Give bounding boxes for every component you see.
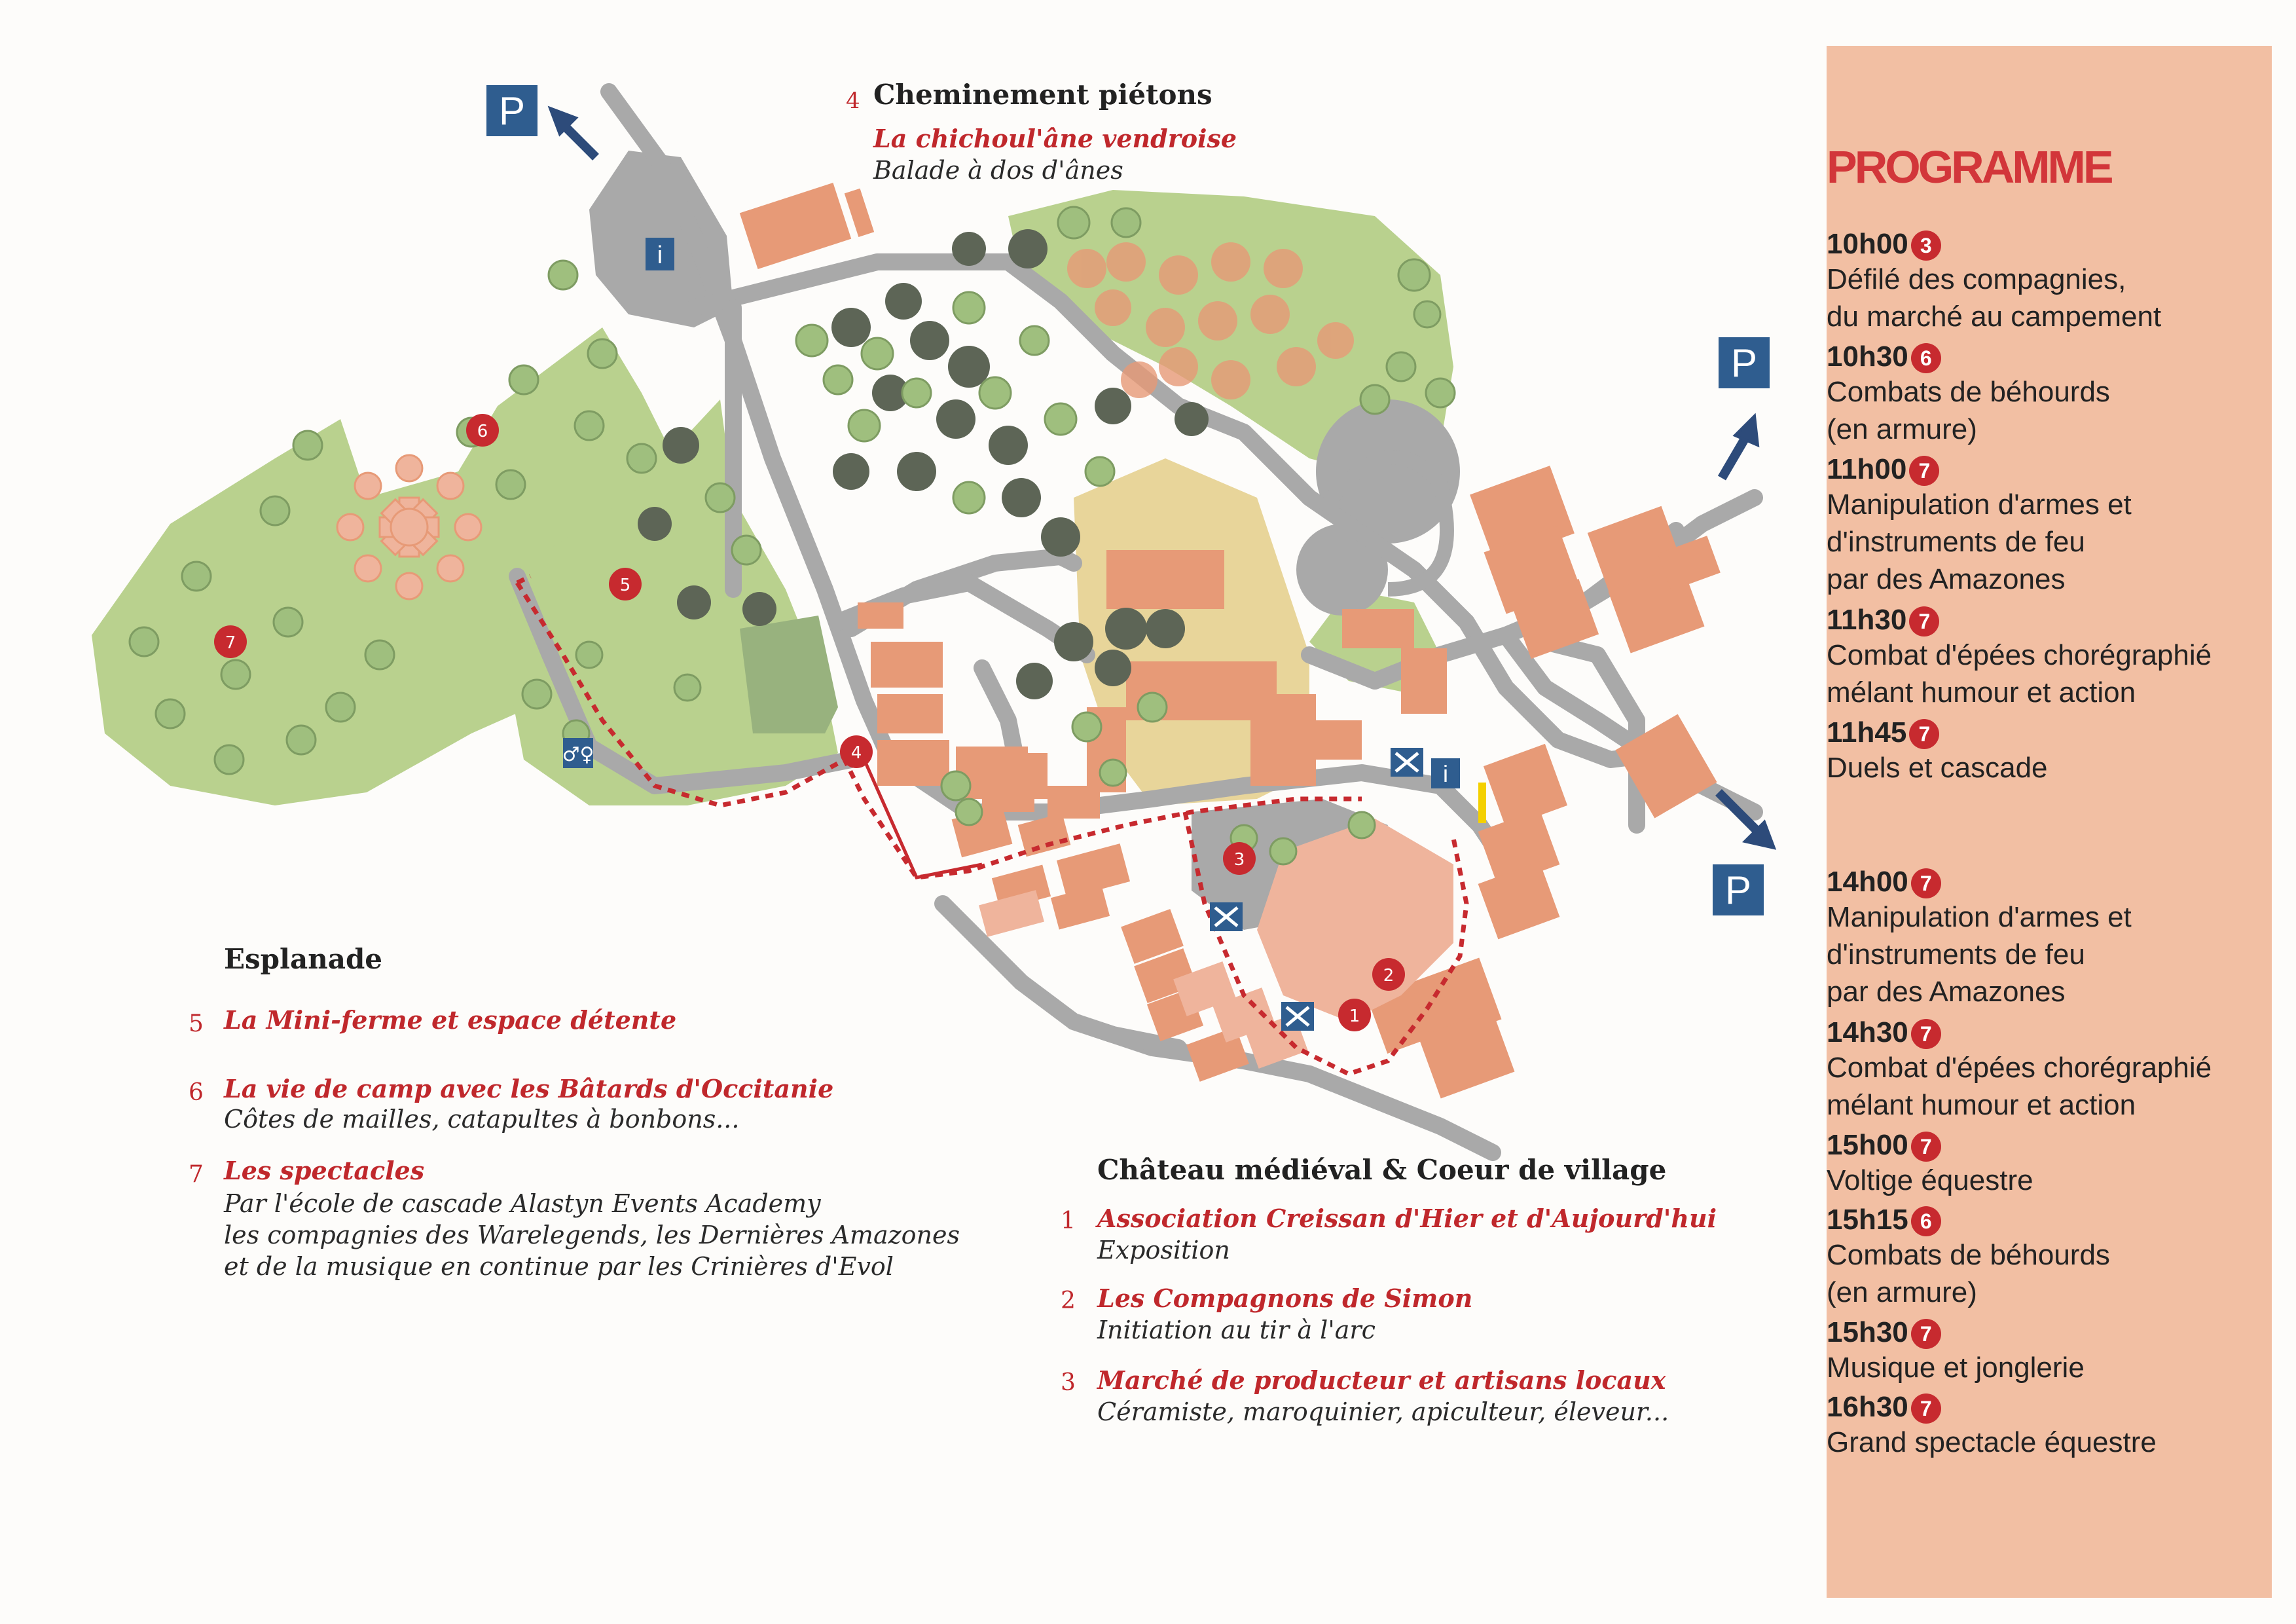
programme-marker: 7 (1909, 719, 1939, 749)
chateau-number: 2 (1061, 1287, 1076, 1314)
chateau-item-description: Céramiste, maroquinier, apiculteur, éleveur... (1097, 1397, 1669, 1426)
marker-5 (609, 568, 642, 600)
barrier-marker (1478, 783, 1486, 823)
svg-text:3: 3 (1233, 850, 1245, 870)
esplanade-item-line: les compagnies des Warelegends, les Dernières Amazones (224, 1221, 960, 1249)
svg-text:P: P (1724, 868, 1752, 912)
programme-line: (en armure) (1827, 413, 1977, 445)
programme-time: 11h30 (1827, 604, 1907, 636)
crossed-swords-icon (1281, 1002, 1314, 1031)
marker-7 (214, 625, 247, 658)
programme-entry (1827, 1129, 2033, 1199)
chateau-number: 1 (1061, 1208, 1076, 1234)
programme-line: par des Amazones (1827, 563, 2066, 595)
crossed-swords-icon (1391, 748, 1423, 777)
programme-line: mélant humour et action (1827, 1089, 2136, 1121)
esplanade-item-7 (189, 1156, 960, 1281)
parking-icon[interactable] (1713, 864, 1764, 915)
programme-line: d'instruments de feu (1827, 938, 2085, 970)
programme-entry (1827, 1316, 2085, 1386)
cheminement-description: Balade à dos d'ânes (873, 156, 1123, 185)
cheminement-title: Cheminement piétons (873, 79, 1212, 111)
esplanade-item-6 (189, 1074, 833, 1134)
programme-entry (1827, 866, 2132, 1010)
svg-text:6: 6 (477, 422, 488, 441)
svg-text:P: P (1730, 341, 1758, 385)
esplanade-item-5 (189, 1005, 676, 1035)
chateau-title: Château médiéval & Coeur de village (1097, 1154, 1667, 1186)
programme-time: 14h30 (1827, 1016, 1908, 1048)
info-icon[interactable] (1431, 758, 1460, 788)
cheminement-block (846, 79, 1237, 185)
programme-line: Voltige équestre (1827, 1164, 2033, 1196)
svg-text:7: 7 (225, 633, 236, 653)
cheminement-subtitle: La chichoul'âne vendroise (873, 124, 1237, 153)
chateau-item-description: Initiation au tir à l'arc (1097, 1316, 1376, 1344)
svg-text:♂♀: ♂♀ (562, 743, 594, 766)
programme-entry (1827, 1391, 2157, 1461)
esplanade-item-title: La vie de camp avec les Bâtards d'Occitanie (224, 1074, 834, 1103)
programme-marker: 7 (1911, 1019, 1941, 1049)
marker-6 (466, 414, 499, 447)
programme-marker: 6 (1911, 343, 1941, 373)
programme-entry (1827, 453, 2132, 598)
programme-line: Combat d'épées chorégraphié (1827, 639, 2212, 671)
programme-entry (1827, 1204, 2110, 1311)
esplanade-number: 6 (189, 1079, 204, 1106)
programme-line: Combat d'épées chorégraphié (1827, 1052, 2212, 1084)
programme-marker: 7 (1911, 1132, 1941, 1162)
programme-time: 16h30 (1827, 1391, 1908, 1423)
programme-title: PROGRAMME (1827, 141, 2111, 193)
svg-text:5: 5 (619, 576, 631, 595)
info-icon[interactable] (646, 238, 674, 270)
programme-time: 10h00 (1827, 228, 1908, 260)
chateau-item-2 (1061, 1283, 1472, 1344)
programme-time: 14h00 (1827, 866, 1908, 898)
programme-line: Musique et jonglerie (1827, 1352, 2085, 1384)
programme-line: par des Amazones (1827, 976, 2066, 1008)
programme-line: Grand spectacle équestre (1827, 1426, 2157, 1458)
chateau-item-description: Exposition (1097, 1236, 1230, 1264)
esplanade-item-line: Par l'école de cascade Alastyn Events Academy (224, 1189, 821, 1218)
programme-marker: 7 (1911, 1393, 1941, 1424)
programme-marker: 3 (1911, 231, 1941, 261)
svg-text:i: i (657, 242, 663, 269)
programme-time: 11h00 (1827, 453, 1907, 485)
esplanade-title: Esplanade (224, 943, 383, 975)
chateau-item-3 (1061, 1365, 1669, 1426)
chateau-item-title: Les Compagnons de Simon (1097, 1283, 1473, 1313)
programme-time: 15h15 (1827, 1204, 1908, 1236)
marker-2 (1372, 958, 1405, 991)
esplanade-item-title: Les spectacles (224, 1156, 425, 1185)
programme-line: Manipulation d'armes et (1827, 901, 2132, 933)
programme-line: Duels et cascade (1827, 752, 2048, 784)
programme-line: du marché au campement (1827, 301, 2162, 333)
programme-entry (1827, 604, 2212, 711)
svg-text:4: 4 (850, 743, 862, 763)
programme-marker: 7 (1909, 606, 1939, 637)
chateau-item-title: Association Creissan d'Hier et d'Aujourd'hui (1097, 1204, 1717, 1233)
marker-4 (840, 735, 873, 768)
programme-time: 15h30 (1827, 1316, 1908, 1348)
esplanade-item-line: Côtes de mailles, catapultes à bonbons... (224, 1105, 740, 1134)
programme-time: 10h30 (1827, 341, 1908, 373)
programme-time: 11h45 (1827, 716, 1907, 748)
esplanade-item-line: et de la musique en continue par les Crinières d'Evol (224, 1252, 894, 1281)
parking-icon[interactable] (1719, 337, 1770, 388)
programme-marker: 7 (1909, 456, 1939, 486)
chateau-item-title: Marché de producteur et artisans locaux (1097, 1365, 1666, 1395)
programme-entry (1827, 228, 2161, 335)
programme-marker: 7 (1911, 1319, 1941, 1349)
svg-text:1: 1 (1349, 1006, 1360, 1026)
esplanade-number: 5 (189, 1010, 204, 1037)
camp-rosette (337, 455, 481, 599)
parking-icon[interactable] (486, 85, 538, 136)
marker-3 (1223, 842, 1256, 875)
programme-entry (1827, 716, 2048, 786)
svg-text:2: 2 (1383, 966, 1394, 986)
programme-line: (en armure) (1827, 1276, 1977, 1308)
programme-line: Combats de béhourds (1827, 376, 2110, 408)
crossed-swords-icon (1210, 902, 1243, 931)
esplanade-item-title: La Mini-ferme et espace détente (224, 1005, 677, 1035)
programme-line: Manipulation d'armes et (1827, 489, 2132, 521)
chateau-number: 3 (1061, 1369, 1076, 1396)
svg-text:i: i (1443, 760, 1448, 787)
direction-arrow-icon (1722, 416, 1758, 478)
programme-marker: 6 (1911, 1206, 1941, 1236)
programme-line: d'instruments de feu (1827, 526, 2085, 558)
cheminement-number: 4 (846, 88, 860, 114)
programme-marker: 7 (1911, 868, 1941, 898)
programme-line: Défilé des compagnies, (1827, 263, 2126, 295)
direction-arrow-icon (550, 108, 596, 157)
svg-text:P: P (498, 89, 526, 133)
toilets-icon (562, 738, 594, 768)
programme-line: Combats de béhourds (1827, 1239, 2110, 1271)
esplanade-number: 7 (189, 1161, 204, 1188)
programme-line: mélant humour et action (1827, 676, 2136, 709)
chateau-item-1 (1061, 1204, 1717, 1264)
programme-entry (1827, 1016, 2212, 1124)
programme-time: 15h00 (1827, 1129, 1908, 1161)
programme-entry (1827, 341, 2110, 448)
marker-1 (1338, 999, 1371, 1031)
